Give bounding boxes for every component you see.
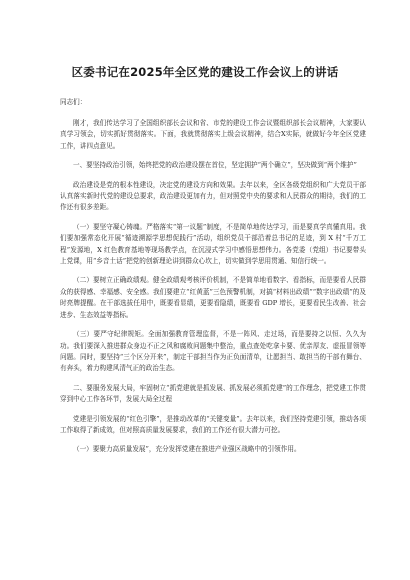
document-body — [60, 118, 366, 464]
paragraph: （二）要树立正确政绩观。健全政绩观考核评价机制，不是简单地看数字、看指标，而是要看人民群众的获得感、幸福感、安全感。我们要建立“红黄蓝”三色预警机制，对搞“材料出政绩”“数字出政绩”的及时亮牌提醒。在干部选拔任用中，既要看显绩，更要看隐绩，既要看 GDP 增长，更要看民生改善、社会进步、生态效益等指标。 — [60, 276, 366, 319]
paragraph: （一）要坚守凝心铸魂。严格落实“第一议题”制度，不是简单地传达学习，而是要真学真懂真用。我们要加强常态化开展“循迹溯源学思想促践行”活动，组织党员干部沿着总书记的足迹，到 X 村“千万工程”发源地，X 红色教育基地等现场教学点，在沉浸式学习中感悟思想伟力。各党委（党组）书记要带头上党课，用“乡音土话”把党的创新理论讲到群众心坎上，切实做到学思用贯通、知信行统一。 — [60, 222, 366, 266]
paragraph: 政治建设是党的根本性建设，决定党的建设方向和效果。去年以来，全区各级党组织和广大党员干部认真落实新时代党的建设总要求，政治建设更加有力，但对照党中央的要求和人民群众的期待，我们的工作还有很多差距。 — [60, 180, 366, 212]
paragraph: 党建是引领发展的“红色引擎”，是推动改革的“关键变量”。去年以来，我们坚持党建引领，推动各项工作取得了新成效，但对照高质量发展要求，我们的工作还有很大潜力可挖。 — [60, 414, 366, 434]
paragraph: （一）要聚力高质量发展”，充分发挥党建在推进产业强区战略中的引领作用。 — [73, 445, 301, 454]
section-heading: 一、要坚持政治引领，始终把党的政治建设摆在首位，坚定拥护“两个确立”，坚决做到“两个维护” — [73, 161, 357, 170]
paragraph: 刚才，我们传达学习了全国组织部长会议和省、市党的建设工作会议暨组织部长会议精神，大家要认真学习领会，切实抓好贯彻落实。下面，我就贯彻落实上级会议精神，结合X实际，就做好今年全区党建工作，讲四点意见。 — [60, 119, 366, 150]
document-title: 区委书记在2025年全区党的建设工作会议上的讲话 — [71, 65, 339, 79]
paragraph: （三）要严守纪律规矩。全面加强教育管理监督，不是一阵风、走过场，而是要持之以恒、久久为功。我们要深入推进群众身边不正之风和腐败问题集中整治，重点查处吃拿卡要、优亲厚友、虚报冒领等问题。同时，要坚持“三个区分开来”，制定干部担当作为正负面清单，让愿担当、敢担当的干部有舞台、有奔头，着力构建风清气正的政治生态。 — [60, 330, 366, 373]
greeting: 同志们： — [60, 98, 87, 106]
section-heading: 二、要服务发展大局，牢固树立“抓党建就是抓发展、抓发展必须抓党建”的工作理念，把党建工作贯穿到中心工作各环节，发展大局全过程 — [60, 383, 366, 404]
